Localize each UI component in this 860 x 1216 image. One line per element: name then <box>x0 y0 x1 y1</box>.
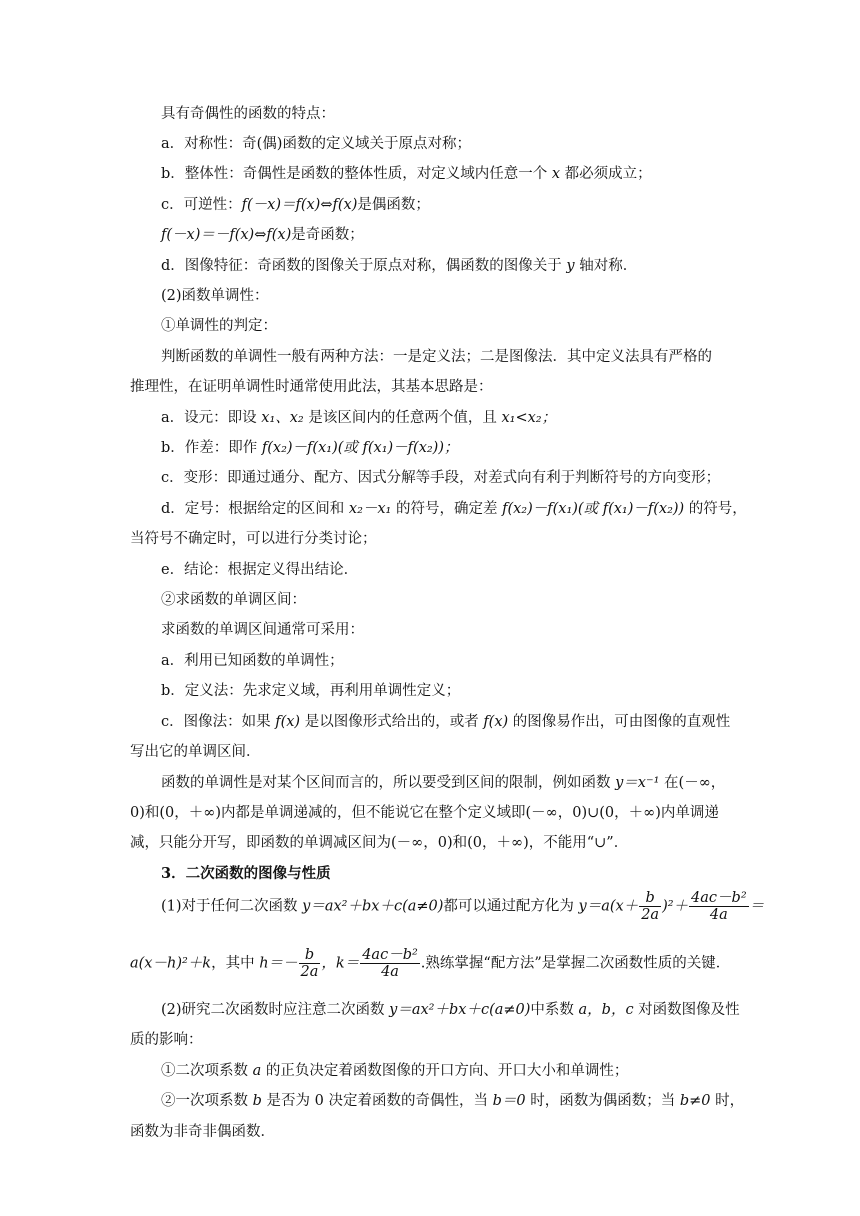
line-28: a(x－h)²＋k，其中 h＝－ $\frac{b}{2a}$ ，k＝ $\frac{\text{4ac－b²}}{4a}$ .熟练掌握“配方法”是掌握二次函数性质的关键． <box>130 947 731 980</box>
line-25 <box>130 833 730 853</box>
line-6 <box>161 256 761 276</box>
text: b．作差：即作 <box>161 440 262 456</box>
text: ，其中 <box>211 955 260 972</box>
math-equals: ＝ <box>749 898 765 915</box>
math-b-eq-0: b＝0 <box>492 1093 526 1109</box>
text: 质的影响： <box>130 1032 203 1048</box>
numerator: 4ac－b² <box>691 890 747 906</box>
text: e．结论：根据定义得出结论． <box>161 562 359 578</box>
text: d．定号：根据给定的区间和 <box>161 501 349 517</box>
numerator: 4ac－b² <box>362 947 418 963</box>
fraction-k2 <box>360 947 420 980</box>
text: 写出它的单调区间． <box>130 744 261 760</box>
text: 轴对称． <box>574 258 638 274</box>
line-9 <box>161 347 761 367</box>
line-29 <box>161 1000 761 1020</box>
text: 是奇函数； <box>291 227 364 243</box>
math-x: x <box>551 166 561 182</box>
text: 是以图像形式给出的，或者 <box>300 714 484 730</box>
text: 是否为 0 决定着函数的奇偶性，当 <box>261 1093 493 1109</box>
text: a．对称性：奇(偶)函数的定义域关于原点对称； <box>161 136 471 152</box>
line-19 <box>161 651 761 671</box>
denominator: 4a <box>381 964 399 980</box>
math-x1x2: x₁、x₂ <box>261 410 304 426</box>
math-quadratic: y＝ax²＋bx＋c(a≠0) <box>389 1002 531 1018</box>
text: 0)和(0，＋∞)内都是单调递减的，但不能说它在整个定义域即(－∞，0)∪(0，＋∞)内单调递 <box>130 805 719 821</box>
math-y-eq-x-inv: y＝x⁻¹ <box>615 775 660 791</box>
math-even: f(－x)＝f(x)⇔f(x) <box>241 197 358 213</box>
section-heading <box>161 864 761 884</box>
math-a: a <box>252 1063 262 1079</box>
text: ②求函数的单调区间： <box>161 592 306 608</box>
math-diff: f(x₂)－f(x₁)(或 f(x₁)－f(x₂))； <box>261 440 459 456</box>
text: 是偶函数； <box>357 197 430 213</box>
text: 当符号不确定时，可以进行分类讨论； <box>130 531 377 547</box>
math-vertex-form: a(x－h)²＋k <box>130 955 212 972</box>
line-23 <box>161 773 761 793</box>
line-2 <box>161 134 761 154</box>
text: 的符号，确定差 <box>391 501 503 517</box>
denominator: 2a <box>300 964 319 980</box>
line-8 <box>161 316 761 336</box>
math-x2-minus-x1: x₂－x₁ <box>348 501 392 517</box>
math-vertex-b: )²＋ <box>662 898 689 915</box>
text: c．图像法：如果 <box>161 714 276 730</box>
line-1 <box>161 104 761 124</box>
line-7 <box>161 286 761 306</box>
math-h: h＝－ <box>259 955 298 972</box>
text: 减，只能分开写，即函数的单调减区间为(－∞，0)和(0，＋∞)，不能用“∪”． <box>130 835 629 851</box>
numerator: b <box>639 890 661 907</box>
text: (1)对于任何二次函数 <box>161 898 303 915</box>
math-x1-lt-x2: x₁<x₂； <box>501 410 557 426</box>
text: c．变形：即通过通分、配方、因式分解等手段，对差式向有利于判断符号的方向变形； <box>161 470 721 486</box>
line-10 <box>130 377 730 397</box>
text: 求函数的单调区间通常可采用： <box>161 622 364 638</box>
math-vertex-a: y＝a(x＋ <box>578 898 639 915</box>
line-33 <box>130 1122 730 1142</box>
line-12 <box>161 438 761 458</box>
text: 推理性，在证明单调性时通常使用此法，其基本思路是： <box>130 379 493 395</box>
line-13 <box>161 468 761 488</box>
line-14 <box>161 499 761 519</box>
text: 的正负决定着函数图像的开口方向、开口大小和单调性； <box>261 1063 629 1079</box>
text: 时，函数为偶函数；当 <box>525 1093 680 1109</box>
text: ②一次项系数 <box>161 1093 253 1109</box>
math-odd: f(－x)＝－f(x)⇔f(x) <box>161 227 292 243</box>
text: a．设元：即设 <box>161 410 262 426</box>
text: b．定义法：先求定义域，再利用单调性定义； <box>161 683 461 699</box>
text: 时， <box>710 1093 745 1109</box>
math-abc: a，b，c <box>578 1002 634 1018</box>
fraction-k <box>689 890 749 923</box>
line-30 <box>130 1030 730 1050</box>
text: 是该区间内的任意两个值，且 <box>303 410 502 426</box>
text: 判断函数的单调性一般有两种方法：一是定义法；二是图像法．其中定义法具有严格的 <box>161 349 712 365</box>
text: 具有奇偶性的函数的特点： <box>161 106 335 122</box>
text: c．可逆性： <box>161 197 242 213</box>
math-diff2: f(x₂)－f(x₁)(或 f(x₁)－f(x₂)) <box>502 501 685 517</box>
line-27 <box>161 890 765 923</box>
text: a．利用已知函数的单调性； <box>161 653 344 669</box>
math-fx: f(x) <box>483 714 509 730</box>
text: 中系数 <box>530 1002 579 1018</box>
text: 的图像易作出，可由图像的直观性 <box>508 714 731 730</box>
text: 对函数图像及性 <box>633 1002 740 1018</box>
text: ①单调性的判定： <box>161 318 277 334</box>
text: d．图像特征：奇函数的图像关于原点对称，偶函数的图像关于 <box>161 258 567 274</box>
text: 函数为非奇非偶函数． <box>130 1124 275 1140</box>
text: 在(－∞， <box>659 775 726 791</box>
line-24 <box>130 803 730 823</box>
denominator: 2a <box>641 907 660 923</box>
line-31 <box>161 1061 761 1081</box>
line-5 <box>161 225 761 245</box>
text: (2)研究二次函数时应注意二次函数 <box>161 1002 390 1018</box>
line-20 <box>161 681 761 701</box>
text: b．整体性：奇偶性是函数的整体性质，对定义域内任意一个 <box>161 166 552 182</box>
line-4 <box>161 195 761 215</box>
line-16 <box>161 560 761 580</box>
text: 都必须成立； <box>560 166 652 182</box>
text: 都可以通过配方化为 <box>443 898 579 915</box>
denominator: 4a <box>709 907 728 923</box>
text: 函数的单调性是对某个区间而言的，所以要受到区间的限制，例如函数 <box>161 775 616 791</box>
line-3 <box>161 164 761 184</box>
text: 的符号， <box>684 501 747 517</box>
line-32 <box>161 1091 761 1111</box>
math-k: ，k＝ <box>321 955 360 972</box>
line-18 <box>161 620 761 640</box>
line-15 <box>130 529 730 549</box>
math-b: b <box>252 1093 262 1109</box>
numerator: b <box>299 947 321 964</box>
heading-text: 3．二次函数的图像与性质 <box>161 865 331 882</box>
line-22 <box>130 742 730 762</box>
fraction-b-over-2a <box>639 890 661 923</box>
line-11 <box>161 408 761 428</box>
math-fx: f(x) <box>275 714 301 730</box>
text: 熟练掌握“配方法”是掌握二次函数性质的关键． <box>425 955 731 972</box>
fraction-h <box>299 947 321 980</box>
text: ①二次项系数 <box>161 1063 253 1079</box>
math-quadratic: y＝ax²＋bx＋c(a≠0) <box>302 898 444 915</box>
line-17 <box>161 590 761 610</box>
line-21 <box>161 712 761 732</box>
text: (2)函数单调性： <box>161 288 269 304</box>
math-y: y <box>566 258 575 274</box>
math-b-neq-0: b≠0 <box>679 1093 711 1109</box>
